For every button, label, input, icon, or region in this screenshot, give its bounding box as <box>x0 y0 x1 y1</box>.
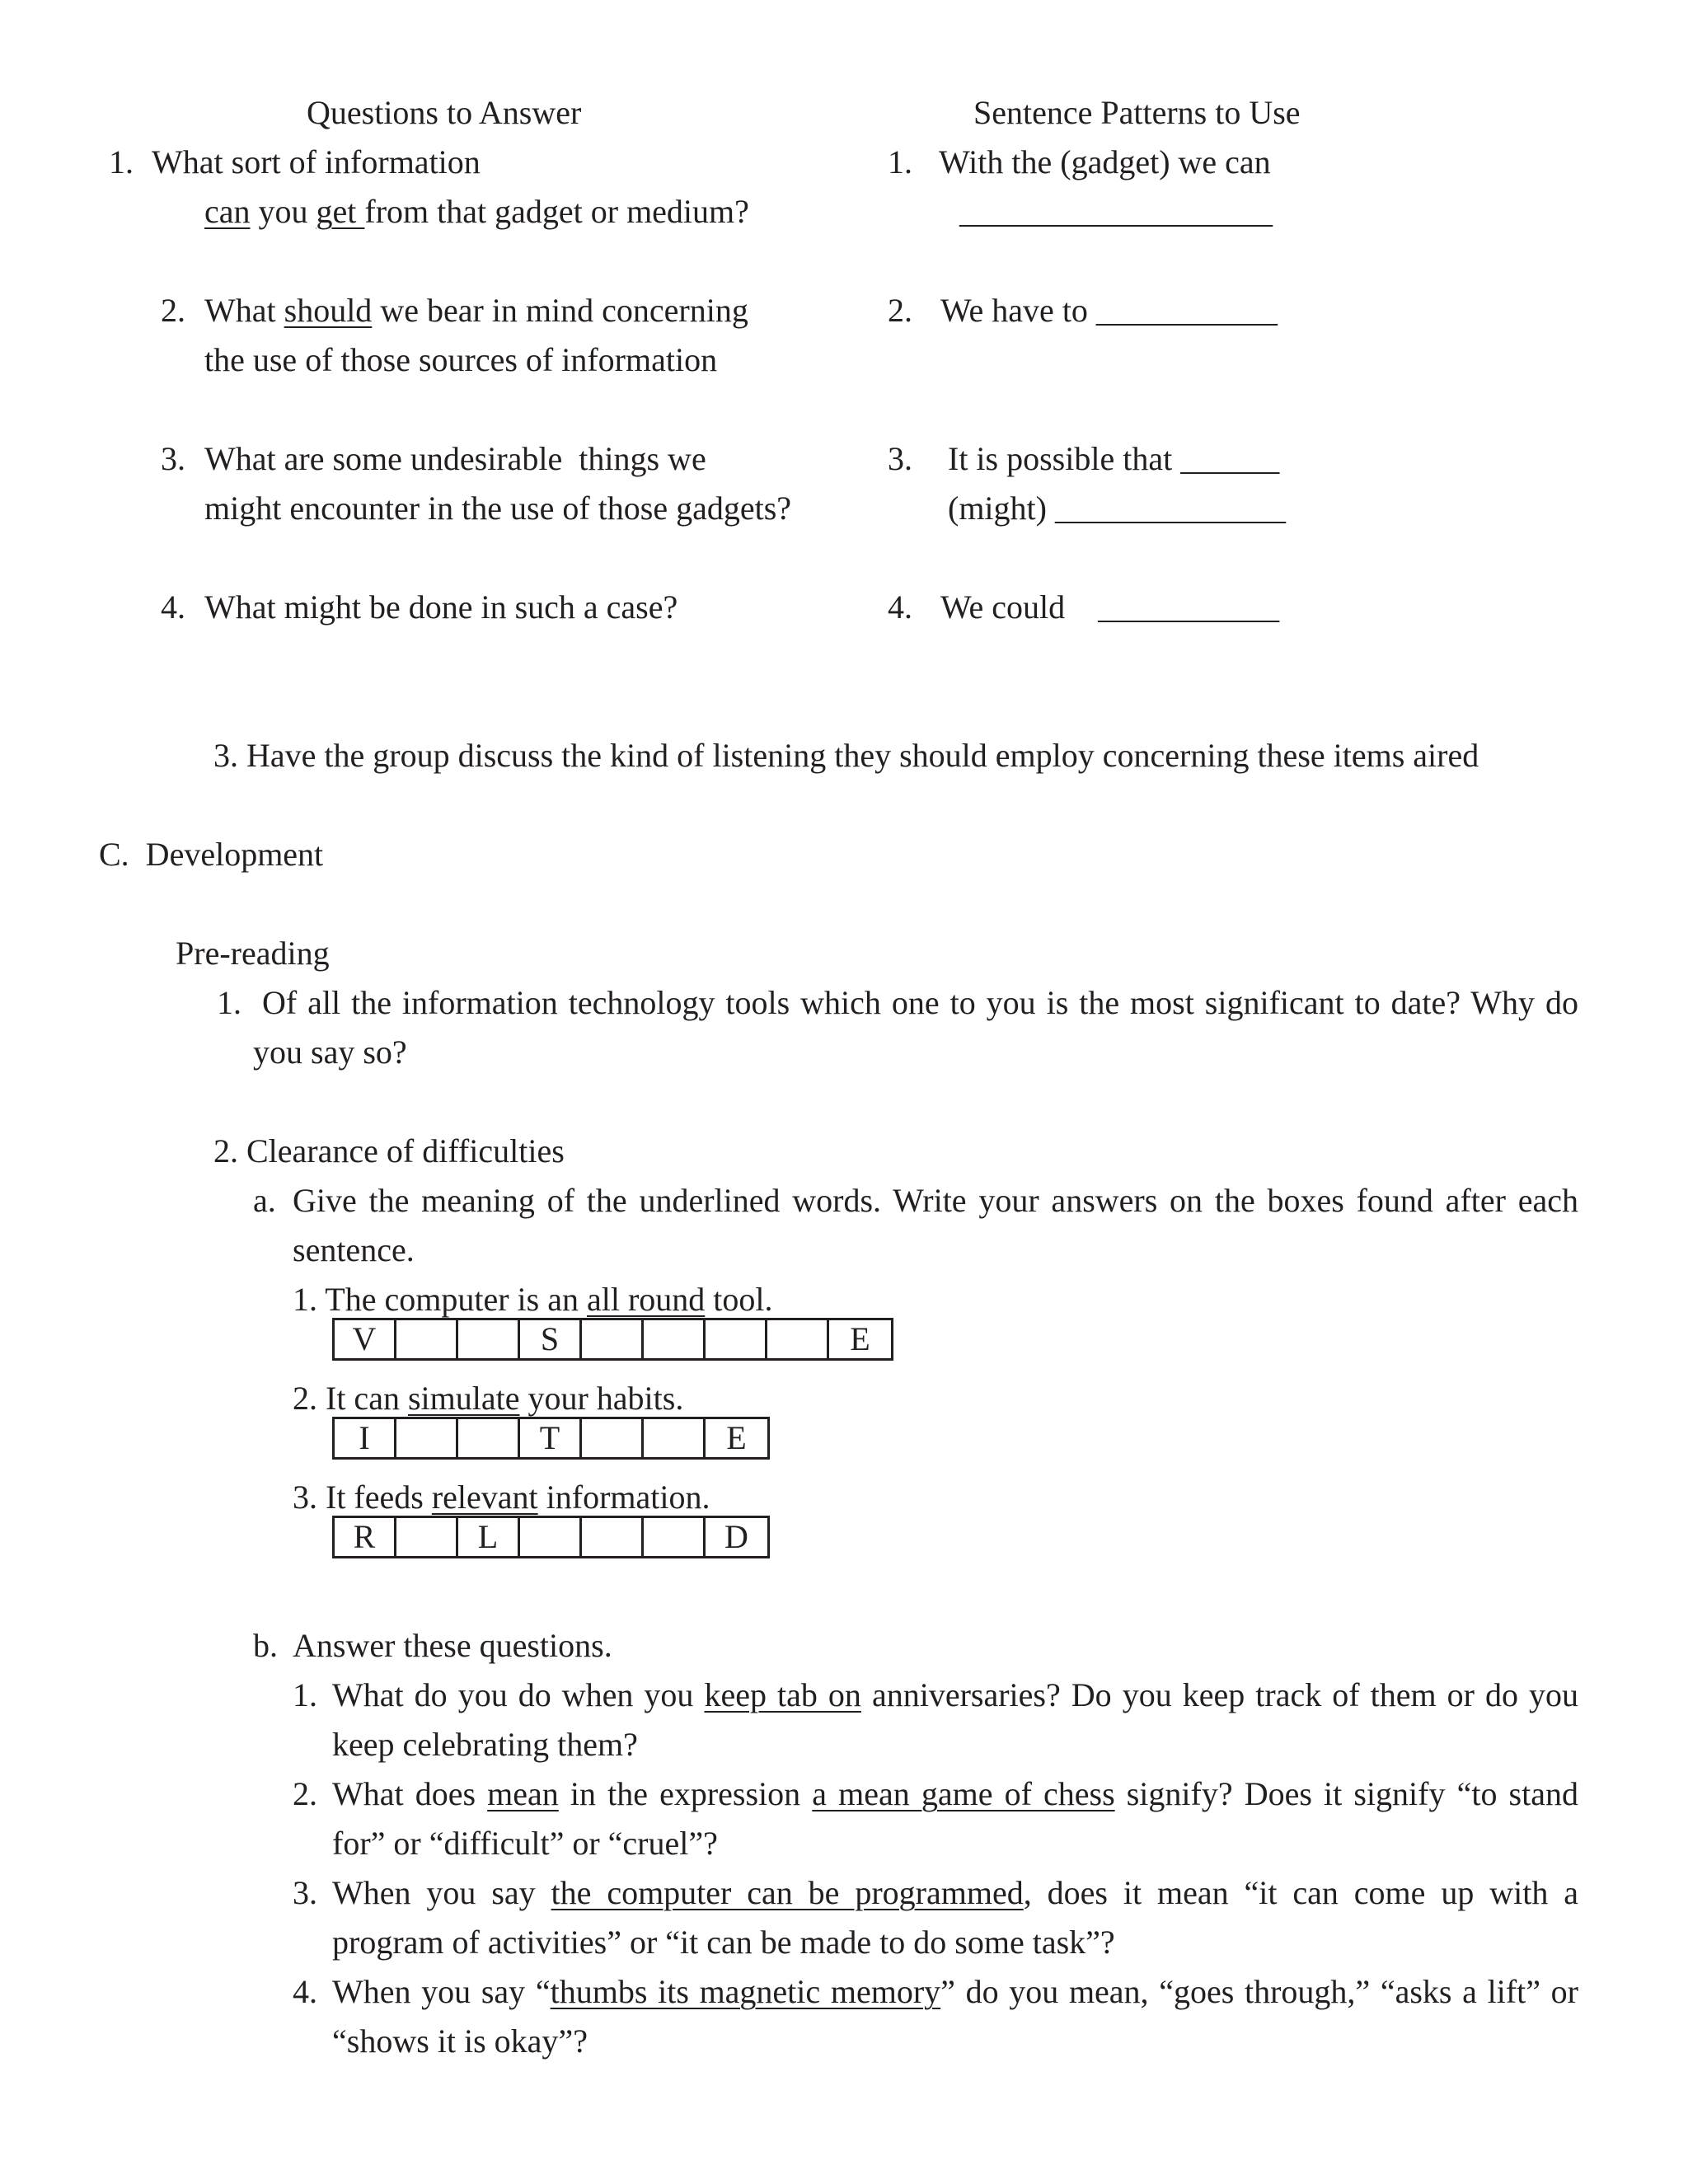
answer-box-cell[interactable] <box>644 1518 706 1556</box>
underlined-word-should: should <box>284 292 373 329</box>
answer-box-cell[interactable] <box>582 1419 644 1457</box>
answer-box-cell[interactable] <box>396 1518 458 1556</box>
question-3-line1: What are some undesirable things we <box>204 440 706 477</box>
answer-box-cell[interactable] <box>582 1320 644 1358</box>
pattern-4-line1: We could ___________ <box>940 588 1280 626</box>
answer-box-cell[interactable]: D <box>724 1518 748 1555</box>
part-b-label: b. <box>253 1627 278 1664</box>
part-b-question-1: What do you do when you keep tab on anniversaries? Do you keep track of them or do you keep celebrating them? <box>332 1676 1579 1763</box>
pattern-3-line1: It is possible that ______ <box>948 440 1280 477</box>
vocab-sentence-1: 1. The computer is an all round tool. <box>293 1281 773 1318</box>
question-4-line1: What might be done in such a case? <box>204 588 678 626</box>
prereading-heading: Pre-reading <box>176 935 330 972</box>
question-1-number: 1. <box>109 143 134 180</box>
answer-box-cell[interactable] <box>582 1518 644 1556</box>
listening-instruction: 3. Have the group discuss the kind of listening they should employ concerning these items aired <box>213 737 1479 774</box>
answer-box-cell[interactable]: S <box>520 1320 582 1358</box>
question-2-line1: What should we bear in mind concerning <box>204 292 748 329</box>
answer-box-cell[interactable]: I <box>335 1419 396 1457</box>
answer-box-cell[interactable] <box>644 1419 706 1457</box>
question-2-number: 2. <box>161 292 185 329</box>
part-a-instructions: Give the meaning of the underlined words. Write your answers on the boxes found after each sentence. <box>293 1182 1578 1268</box>
answer-box-cell[interactable] <box>396 1419 458 1457</box>
answer-box-cell[interactable]: L <box>458 1518 520 1556</box>
answer-box-cell[interactable] <box>644 1320 706 1358</box>
underlined-term-computer-programmed: the computer can be programmed <box>551 1874 1024 1911</box>
underlined-term-keep-tab-on: keep tab on <box>704 1676 861 1713</box>
answer-box-cell[interactable] <box>396 1320 458 1358</box>
section-c-heading: C. Development <box>99 836 324 873</box>
question-2-line2: the use of those sources of information <box>204 341 718 378</box>
answer-boxes-1 <box>332 1318 893 1361</box>
answer-box-cell[interactable] <box>767 1320 829 1358</box>
underlined-word-get: get <box>316 193 365 230</box>
answer-box-cell[interactable] <box>706 1320 767 1358</box>
part-b-question-4: When you say “thumbs its magnetic memory” do you mean, “goes through,” “asks a lift” or “shows it is okay”? <box>332 1973 1579 2060</box>
question-1-line2: can you get from that gadget or medium? <box>204 193 749 230</box>
underlined-term-mean: mean <box>487 1775 559 1812</box>
part-a-label: a. <box>253 1182 276 1219</box>
right-column-header: Sentence Patterns to Use <box>973 94 1301 131</box>
answer-boxes-2 <box>332 1417 770 1460</box>
vocab-sentence-number: 2. <box>293 1380 317 1417</box>
question-3-number: 3. <box>161 440 185 477</box>
answer-box-cell[interactable] <box>520 1518 582 1556</box>
vocab-sentence-number: 3. <box>293 1479 317 1516</box>
question-4-number: 4. <box>161 588 185 626</box>
underlined-word-can: can <box>204 193 251 230</box>
question-3-line2: might encounter in the use of those gadgets? <box>204 490 792 527</box>
pattern-4-number: 4. <box>888 588 912 626</box>
pattern-2-number: 2. <box>888 292 912 329</box>
underlined-term-thumbs-magnetic-memory: thumbs its magnetic memory <box>550 1973 941 2010</box>
pattern-3-line2: (might) ______________ <box>948 490 1286 527</box>
answer-box-cell[interactable]: E <box>726 1419 747 1456</box>
answer-box-cell[interactable]: V <box>335 1320 396 1358</box>
answer-box-cell[interactable]: T <box>520 1419 582 1457</box>
pattern-1-number: 1. <box>888 143 912 180</box>
pattern-3-number: 3. <box>888 440 912 477</box>
part-b-question-4-number: 4. <box>293 1973 317 2010</box>
vocab-sentence-3: 3. It feeds relevant information. <box>293 1479 710 1516</box>
vocab-sentence-2: 2. It can simulate your habits. <box>293 1380 684 1417</box>
left-column-header: Questions to Answer <box>307 94 582 131</box>
pattern-1-blank: ___________________ <box>959 193 1273 230</box>
part-b-question-1-number: 1. <box>293 1676 317 1713</box>
answer-box-cell[interactable]: R <box>335 1518 396 1556</box>
question-1-line1: What sort of information <box>152 143 481 180</box>
answer-box-cell[interactable] <box>458 1320 520 1358</box>
underlined-term-relevant: relevant <box>431 1479 538 1516</box>
answer-boxes-3 <box>332 1516 770 1558</box>
answer-box-cell[interactable] <box>458 1419 520 1457</box>
clearance-heading: 2. Clearance of difficulties <box>213 1132 565 1169</box>
pattern-2-line1: We have to ___________ <box>940 292 1278 329</box>
part-b-question-2: What does mean in the expression a mean game of chess signify? Does it signify “to stand for” or “difficult” or “cruel”? <box>332 1775 1578 1862</box>
part-b-question-3-number: 3. <box>293 1874 317 1911</box>
part-b-question-3: When you say the computer can be programmed, does it mean “it can come up with a program of activities” or “it can be made to do some task”? <box>332 1874 1578 1961</box>
part-b-heading: Answer these questions. <box>293 1627 612 1664</box>
prereading-q1-number: 1. <box>217 984 241 1021</box>
vocab-sentence-number: 1. <box>293 1281 317 1318</box>
underlined-term-mean-game-of-chess: a mean game of chess <box>812 1775 1115 1812</box>
underlined-term-simulate: simulate <box>407 1380 520 1417</box>
answer-box-cell[interactable]: E <box>850 1320 870 1357</box>
underlined-term-all-round: all round <box>586 1281 706 1318</box>
pattern-1-line1: With the (gadget) we can <box>939 143 1271 180</box>
part-b-question-2-number: 2. <box>293 1775 317 1812</box>
prereading-q1-text: Of all the information technology tools which one to you is the most significant to date? Why do you say so? <box>253 984 1578 1071</box>
